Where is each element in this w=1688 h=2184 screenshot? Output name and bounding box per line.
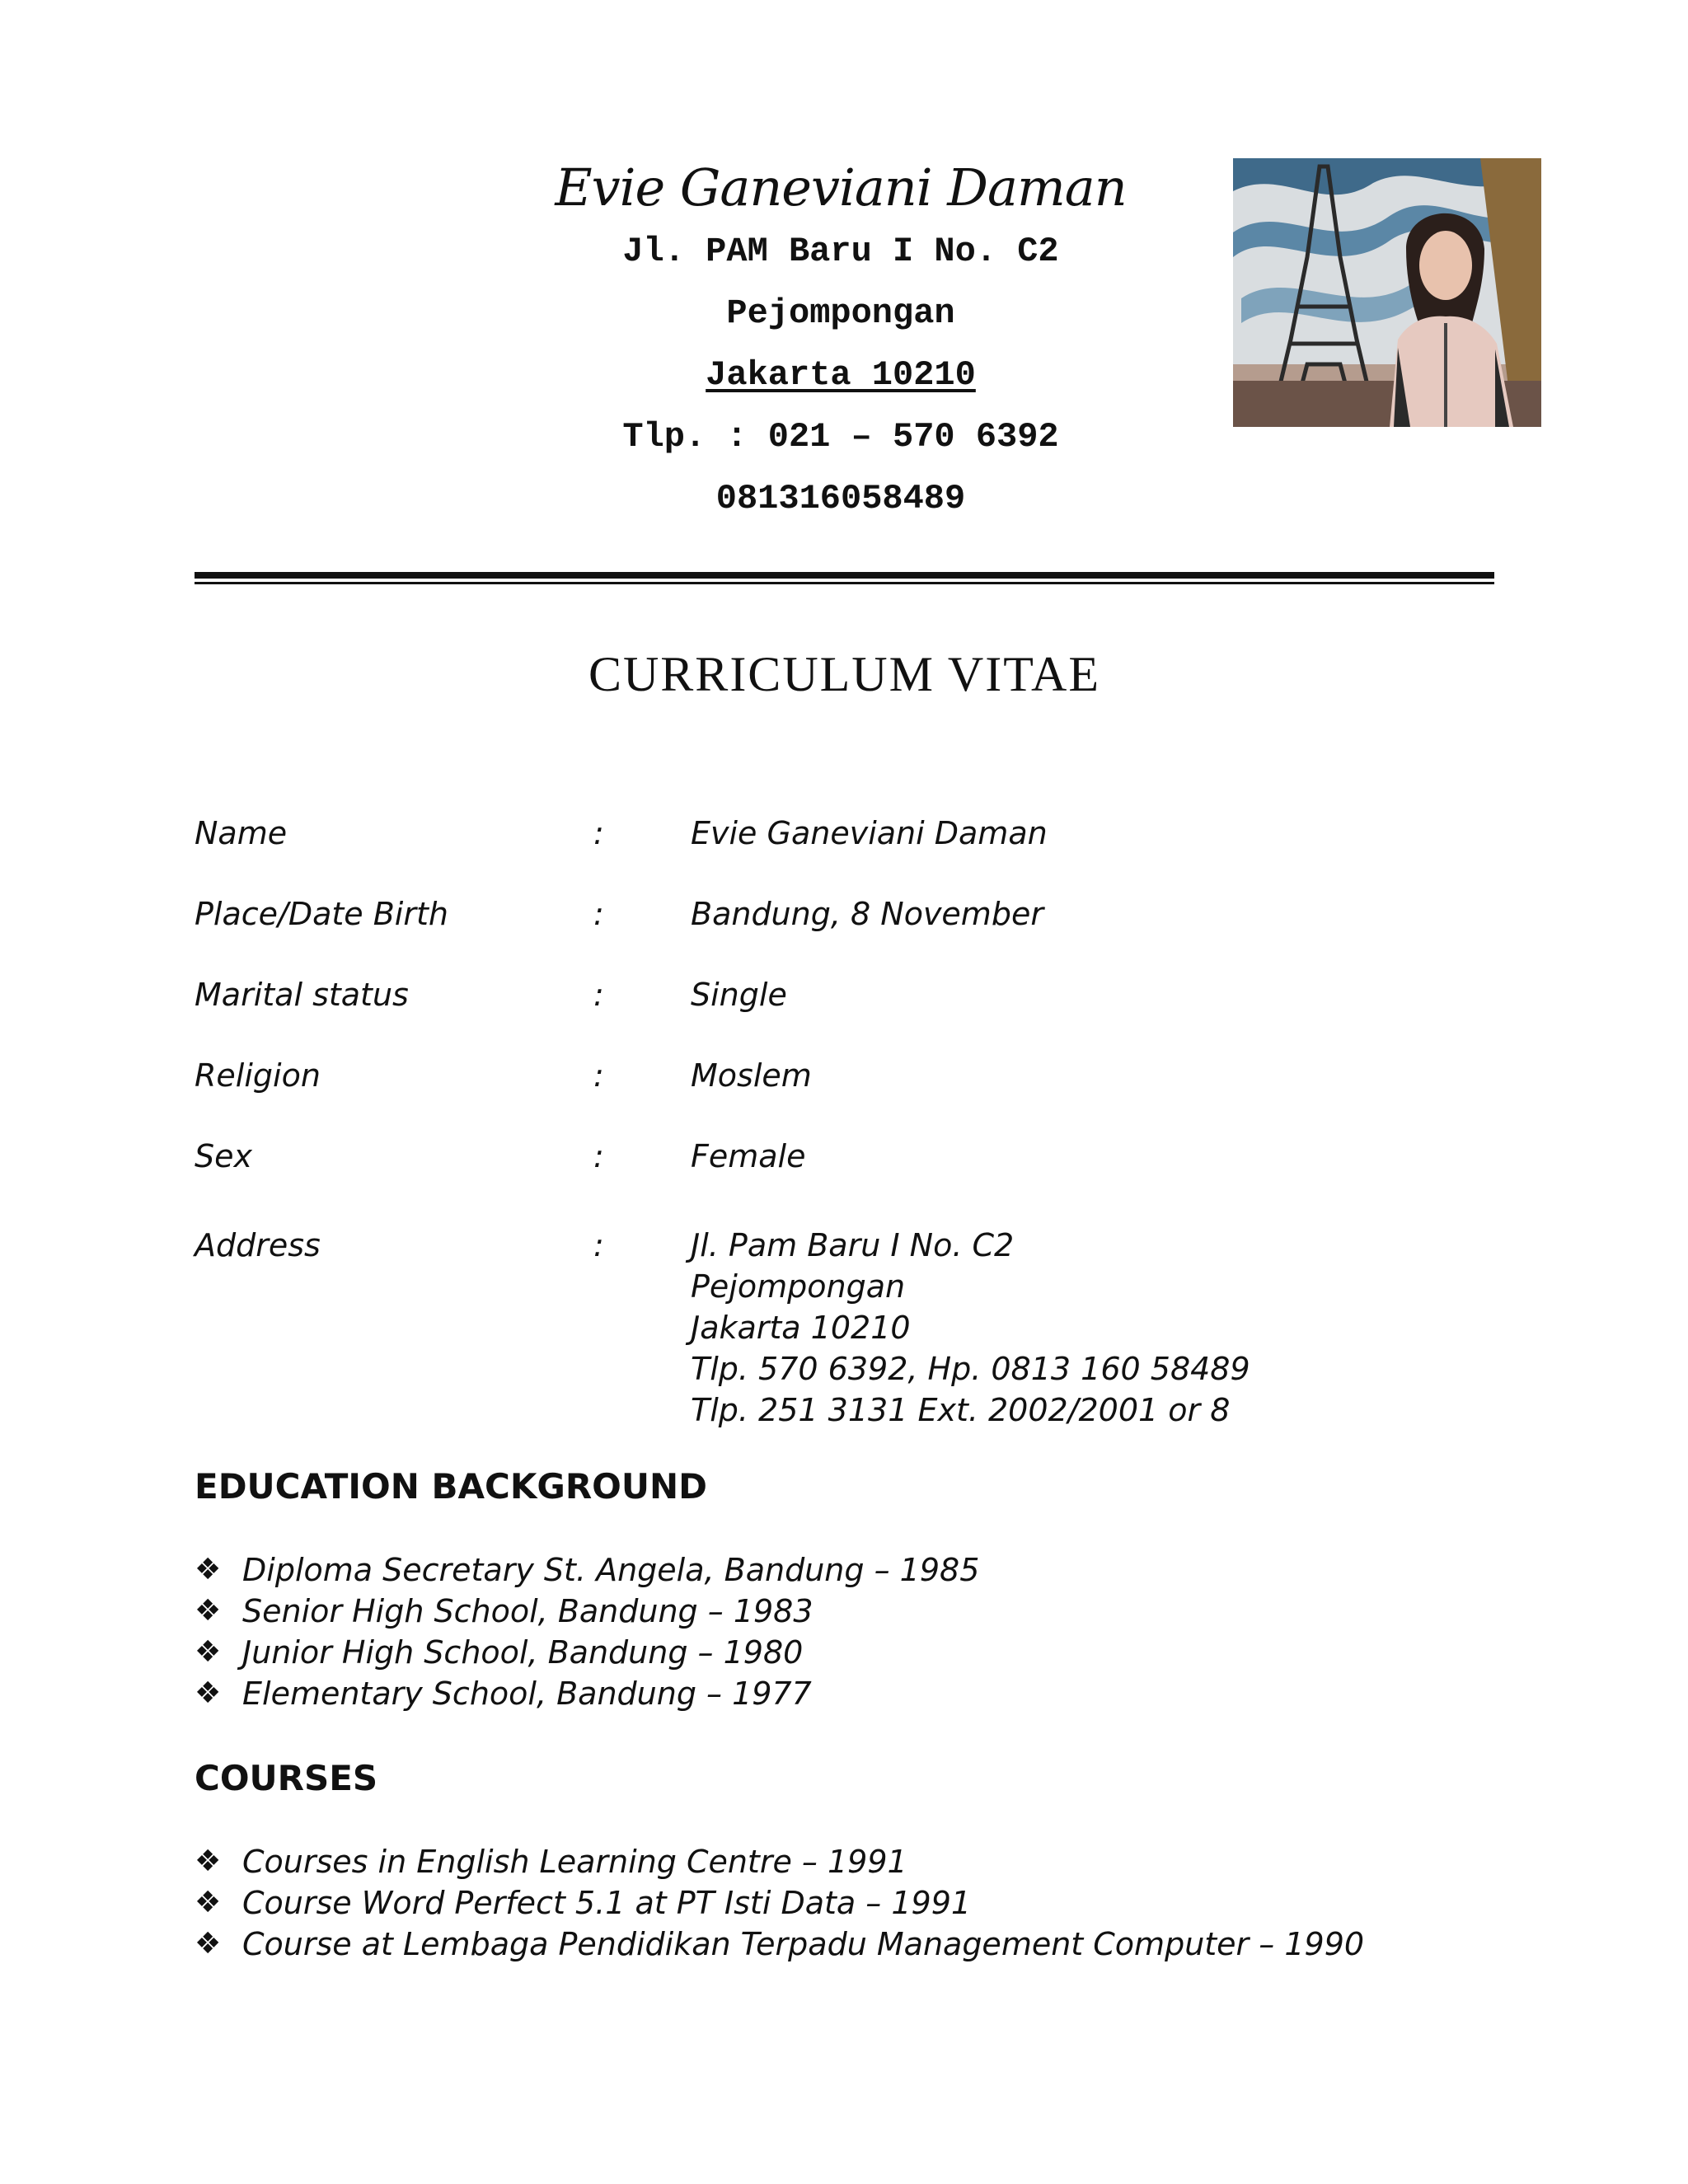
field-address-label: Address bbox=[195, 1227, 321, 1263]
diamond-bullet-icon: ❖ bbox=[195, 1676, 222, 1710]
header-address-street: Jl. PAM Baru I No. C2 bbox=[622, 232, 1059, 271]
diamond-bullet-icon: ❖ bbox=[195, 1886, 222, 1919]
diamond-bullet-icon: ❖ bbox=[195, 1844, 222, 1878]
list-item bbox=[195, 1549, 979, 1591]
field-name-colon: : bbox=[593, 815, 604, 851]
list-item bbox=[195, 1591, 979, 1632]
header-address-city: Jakarta 10210 bbox=[706, 355, 976, 395]
field-sex-label: Sex bbox=[195, 1138, 252, 1174]
education-item-text: Diploma Secretary St. Angela, Bandung – 1985 bbox=[242, 1552, 980, 1588]
field-name bbox=[195, 813, 1513, 862]
field-birth bbox=[195, 893, 1513, 943]
field-name-label: Name bbox=[195, 815, 288, 851]
education-heading: EDUCATION BACKGROUND bbox=[195, 1466, 708, 1507]
address-line: Jl. Pam Baru I No. C2 bbox=[691, 1227, 1015, 1263]
address-line: Jakarta 10210 bbox=[691, 1310, 911, 1346]
courses-heading: COURSES bbox=[195, 1758, 378, 1798]
address-line: Tlp. 570 6392, Hp. 0813 160 58489 bbox=[691, 1351, 1250, 1387]
education-item-text: Senior High School, Bandung – 1983 bbox=[242, 1593, 814, 1629]
field-marital-colon: : bbox=[593, 977, 604, 1013]
field-sex bbox=[195, 1136, 1513, 1185]
field-religion bbox=[195, 1055, 1513, 1104]
field-religion-colon: : bbox=[593, 1057, 604, 1094]
field-address-value bbox=[691, 1225, 1250, 1431]
list-item bbox=[195, 1841, 1364, 1882]
course-item-text: Courses in English Learning Centre – 1991 bbox=[242, 1844, 907, 1880]
diamond-bullet-icon: ❖ bbox=[195, 1635, 222, 1669]
profile-photo-illustration bbox=[1233, 158, 1541, 427]
field-name-value: Evie Ganeviani Daman bbox=[691, 815, 1048, 851]
profile-photo bbox=[1233, 158, 1541, 427]
course-item-text: Course Word Perfect 5.1 at PT Isti Data – 1991 bbox=[242, 1885, 972, 1921]
field-religion-label: Religion bbox=[195, 1057, 321, 1094]
list-item bbox=[195, 1673, 979, 1714]
field-birth-colon: : bbox=[593, 896, 604, 932]
field-sex-value: Female bbox=[691, 1138, 806, 1174]
diamond-bullet-icon: ❖ bbox=[195, 1594, 222, 1628]
field-marital bbox=[195, 974, 1513, 1024]
diamond-bullet-icon: ❖ bbox=[195, 1927, 222, 1961]
header-block bbox=[528, 155, 1154, 530]
list-item bbox=[195, 1924, 1364, 1965]
education-item-text: Junior High School, Bandung – 1980 bbox=[242, 1634, 804, 1671]
address-line: Pejompongan bbox=[691, 1268, 906, 1305]
field-religion-value: Moslem bbox=[691, 1057, 812, 1094]
field-birth-value: Bandung, 8 November bbox=[691, 896, 1043, 932]
field-address-colon: : bbox=[593, 1227, 604, 1263]
header-name: Evie Ganeviani Daman bbox=[555, 157, 1127, 218]
field-sex-colon: : bbox=[593, 1138, 604, 1174]
field-marital-value: Single bbox=[691, 977, 787, 1013]
document-title: CURRICULUM VITAE bbox=[588, 647, 1101, 701]
header-phone: Tlp. : 021 – 570 6392 bbox=[622, 417, 1059, 457]
courses-list bbox=[195, 1841, 1364, 1965]
education-item-text: Elementary School, Bandung – 1977 bbox=[242, 1675, 812, 1712]
list-item bbox=[195, 1632, 979, 1673]
header-address-district: Pejompongan bbox=[726, 293, 955, 333]
field-marital-label: Marital status bbox=[195, 977, 409, 1013]
field-birth-label: Place/Date Birth bbox=[195, 896, 448, 932]
diamond-bullet-icon: ❖ bbox=[195, 1553, 222, 1586]
header-divider-thick bbox=[195, 572, 1494, 579]
header-mobile: 081316058489 bbox=[715, 479, 966, 518]
header-divider-thin bbox=[195, 582, 1494, 584]
list-item bbox=[195, 1882, 1364, 1924]
address-line: Tlp. 251 3131 Ext. 2002/2001 or 8 bbox=[691, 1392, 1231, 1428]
course-item-text: Course at Lembaga Pendidikan Terpadu Management Computer – 1990 bbox=[242, 1926, 1365, 1962]
education-list bbox=[195, 1549, 979, 1714]
